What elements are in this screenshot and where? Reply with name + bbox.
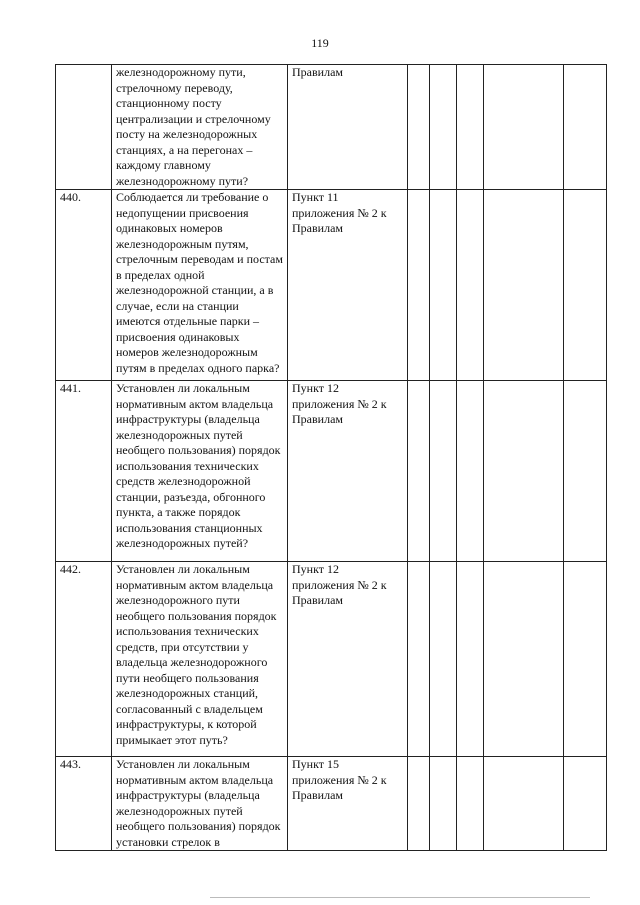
row-number: 441. — [56, 381, 112, 562]
answer-cell — [430, 562, 457, 757]
answer-cell — [430, 757, 457, 851]
answer-cell — [484, 190, 564, 381]
reference-cell: Правилам — [288, 65, 408, 190]
reference-cell: Пункт 11 приложения № 2 к Правилам — [288, 190, 408, 381]
reference-cell: Пункт 12 приложения № 2 к Правилам — [288, 381, 408, 562]
table-row — [56, 381, 607, 562]
answer-cell — [430, 65, 457, 190]
answer-cell — [408, 190, 430, 381]
answer-cell — [457, 381, 484, 562]
answer-cell — [564, 562, 607, 757]
answer-cell — [484, 381, 564, 562]
page-edge-line — [210, 897, 590, 898]
answer-cell — [484, 65, 564, 190]
answer-cell — [564, 757, 607, 851]
reference-cell: Пункт 12 приложения № 2 к Правилам — [288, 562, 408, 757]
table-row — [56, 190, 607, 381]
page-number: 119 — [311, 36, 329, 50]
answer-cell — [457, 562, 484, 757]
question-cell: Соблюдается ли требование о недопущении присвоения одинаковых номеров железнодорожным путям, стрелочным переводам и постам в пределах одной железнодорожной станции, а в случае, если на станции имеются отдельные парки – присвоения одинаковых номеров железнодорожным путям в пределах одного парка? — [112, 190, 288, 381]
reference-cell: Пункт 15 приложения № 2 к Правилам — [288, 757, 408, 851]
answer-cell — [430, 381, 457, 562]
question-cell: железнодорожному пути, стрелочному переводу, станционному посту централизации и стрелочному посту на железнодорожных станциях, а на перегонах – каждому главному железнодорожному пути? — [112, 65, 288, 190]
answer-cell — [430, 190, 457, 381]
answer-cell — [457, 190, 484, 381]
answer-cell — [408, 562, 430, 757]
answer-cell — [484, 562, 564, 757]
answer-cell — [408, 381, 430, 562]
table-row — [56, 757, 607, 851]
row-number: 442. — [56, 562, 112, 757]
answer-cell — [564, 65, 607, 190]
row-number — [56, 65, 112, 190]
answer-cell — [564, 381, 607, 562]
checklist-table — [55, 64, 607, 851]
question-cell: Установлен ли локальным нормативным актом владельца железнодорожного пути необщего пользования порядок использования технических средств, при отсутствии у владельца железнодорожного пути необщего пользования железнодорожных станций, согласованный с владельцем инфраструктуры, к которой примыкает этот путь? — [112, 562, 288, 757]
row-number: 440. — [56, 190, 112, 381]
question-cell: Установлен ли локальным нормативным актом владельца инфраструктуры (владельца железнодорожных путей необщего пользования) порядок использования технических средств железнодорожной станции, разъезда, обгонного пункта, а также порядок использования станционных железнодорожных путей? — [112, 381, 288, 562]
answer-cell — [457, 65, 484, 190]
question-cell: Установлен ли локальным нормативным актом владельца инфраструктуры (владельца железнодорожных путей необщего пользования) порядок установки стрелок в — [112, 757, 288, 851]
answer-cell — [564, 190, 607, 381]
answer-cell — [484, 757, 564, 851]
row-number: 443. — [56, 757, 112, 851]
answer-cell — [408, 65, 430, 190]
answer-cell — [408, 757, 430, 851]
answer-cell — [457, 757, 484, 851]
table-row — [56, 562, 607, 757]
table-row — [56, 65, 607, 190]
